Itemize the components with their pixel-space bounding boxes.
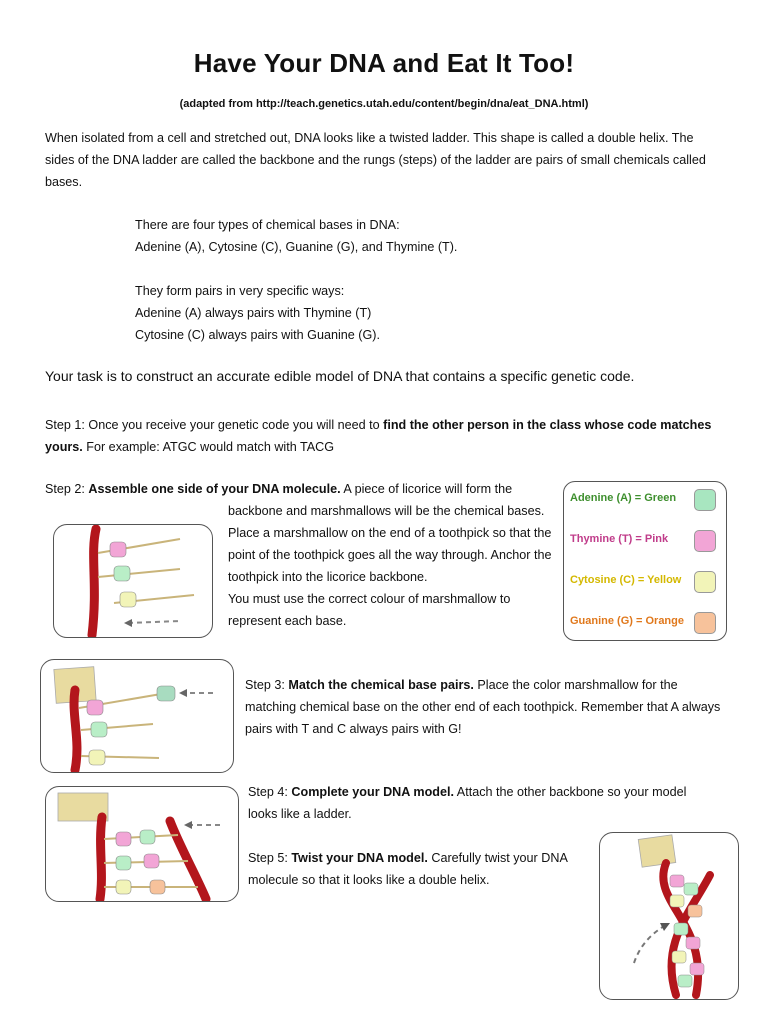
step1-bold: find the other person in the class whose code matches yours. (45, 418, 712, 454)
legend-thymine-label: Thymine (T) = Pink (570, 533, 669, 545)
step2-photo (53, 524, 213, 638)
step4-body: Attach the other backbone so your model looks like a ladder. (248, 785, 687, 821)
step4-text (248, 781, 708, 825)
pairing-line2: Adenine (A) always pairs with Thymine (T) (135, 306, 372, 320)
step5-bold: Twist your DNA model. (291, 851, 428, 865)
legend-adenine-swatch (694, 489, 716, 511)
pairing-line1: They form pairs in very specific ways: (135, 284, 345, 298)
step5-photo (599, 832, 739, 1000)
step1-prefix: Step 1: Once you receive your genetic code you will need to (45, 418, 384, 432)
step1-suffix: For example: ATGC would match with TACG (82, 440, 335, 454)
step3-photo (40, 659, 234, 773)
intro-paragraph: When isolated from a cell and stretched out, DNA looks like a twisted ladder. This shape is called a double helix. The sides of the DNA ladder are called the backbone and the rungs (steps) of the ladder are pairs of small chemicals called bases. (45, 131, 706, 189)
step2-body (228, 500, 558, 632)
step4-prefix: Step 4: (248, 785, 292, 799)
step4-bold: Complete your DNA model. (291, 785, 454, 799)
source-citation: (adapted from http://teach.genetics.utah.edu/content/begin/dna/eat_DNA.html) (179, 98, 589, 110)
bases-intro-line1: There are four types of chemical bases in DNA: (135, 218, 400, 232)
bases-intro-line2: Adenine (A), Cytosine (C), Guanine (G), and Thymine (T). (135, 240, 458, 254)
legend-adenine-label: Adenine (A) = Green (570, 492, 677, 504)
step2-text-c: You must use the correct colour of marshmallow to represent each base. (228, 592, 511, 628)
step1-text (45, 414, 735, 458)
pairing-rules (135, 280, 695, 346)
legend-cytosine-swatch (694, 571, 716, 593)
base-color-legend (563, 481, 727, 641)
task-statement: Your task is to construct an accurate edible model of DNA that contains a specific genetic code. (45, 368, 635, 384)
step2-text-b: backbone and marshmallows will be the chemical bases. Place a marshmallow on the end of a toothpick so that the point of the toothpick goes all the way through. Anchor the toothpick into the licorice backbone. (228, 504, 552, 584)
step3-prefix: Step 3: (245, 678, 289, 692)
step3-body: Place the color marshmallow for the matching chemical base on the other end of each toothpick. Remember that A always pairs with T and C always pairs with G! (245, 678, 721, 736)
step3-text (245, 674, 725, 740)
step3-bold: Match the chemical base pairs. (288, 678, 474, 692)
legend-guanine-label: Guanine (G) = Orange (570, 615, 684, 627)
step2-text-a: A piece of licorice will form the (340, 482, 513, 496)
step2-prefix: Step 2: (45, 482, 89, 496)
step5-text (248, 847, 578, 891)
legend-thymine-swatch (694, 530, 716, 552)
step2-heading (45, 478, 565, 500)
step4-photo (45, 786, 239, 902)
step5-body: Carefully twist your DNA molecule so that it looks like a double helix. (248, 851, 568, 887)
step5-prefix: Step 5: (248, 851, 292, 865)
page-title: Have Your DNA and Eat It Too! (193, 48, 575, 78)
pairing-line3: Cytosine (C) always pairs with Guanine (G). (135, 328, 380, 342)
legend-guanine-swatch (694, 612, 716, 634)
step2-bold: Assemble one side of your DNA molecule. (88, 482, 341, 496)
bases-intro (135, 214, 695, 258)
legend-cytosine-label: Cytosine (C) = Yellow (570, 574, 682, 586)
